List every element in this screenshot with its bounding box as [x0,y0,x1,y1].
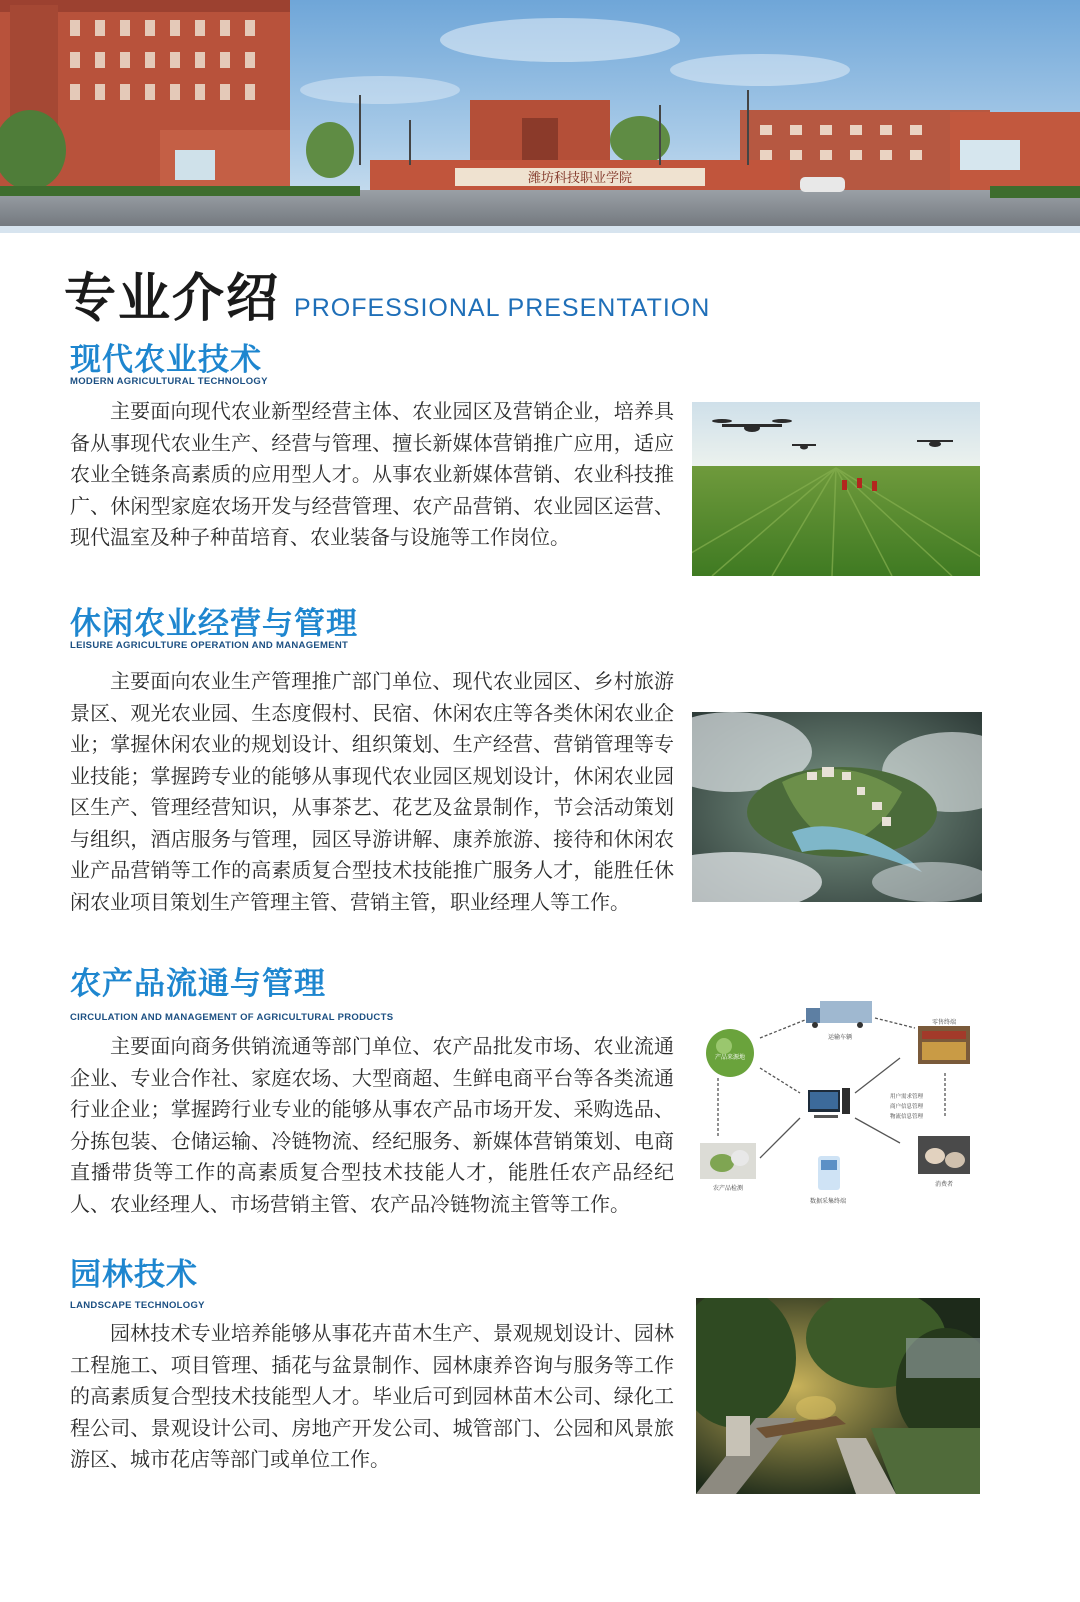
page-title-cn: 专业介绍 [64,269,281,329]
section-body-product-circulation: 主要面向商务供销流通等部门单位、农产品批发市场、农业流通企业、专业合作社、家庭农场、大型商超、生鲜电商平台等各类流通行业企业；掌握跨行业专业的能够从事农产品市场开发、采购选品、分拣包装、仓储运输、冷链物流、经纪服务、新媒体营销策划、电商直播带货等工作的高素质复合型技术技能人才，能胜任农产品经纪人、农业经理人、市场营销主管、农产品冷链物流主管等工作。 [70,1034,674,1216]
section-subtitle-landscape: LANDSCAPE TECHNOLOGY [70,1300,205,1311]
source-sphere-icon [706,1029,754,1077]
diagram-label-logistics: 物流信息管理 [890,1114,924,1120]
garden-night-photo [696,1298,980,1494]
section-subtitle-leisure-agriculture: LEISURE AGRICULTURE OPERATION AND MANAGEMENT [70,640,349,651]
diagram-label-consumer: 消费者 [934,1181,954,1188]
drone-farm-photo [692,402,980,576]
diagram-label-transport: 运输车辆 [827,1034,853,1041]
section-title-leisure-agriculture: 休闲农业经营与管理 [70,606,358,642]
campus-banner-photo [0,0,1080,233]
page-title [64,256,710,331]
resort-aerial-photo [692,712,982,902]
diagram-label-merchant: 商户信息管理 [890,1104,924,1110]
section-title-product-circulation: 农产品流通与管理 [70,966,326,1002]
terminal-icon [818,1156,840,1190]
section-subtitle-modern-agriculture: MODERN AGRICULTURAL TECHNOLOGY [70,376,268,387]
supply-chain-diagram [700,998,982,1230]
section-subtitle-product-circulation: CIRCULATION AND MANAGEMENT OF AGRICULTURAL PRODUCTS [70,1012,394,1023]
diagram-label-source: 产品来源地 [714,1054,746,1061]
section-body-landscape: 园林技术专业培养能够从事花卉苗木生产、景观规划设计、园林工程施工、项目管理、插花与盆景制作、园林康养咨询与服务等工作的高素质复合型技术技能型人才。毕业后可到园林苗木公司、绿化工程公司、景观设计公司、房地产开发公司、城管部门、公园和风景旅游区、城市花店等部门或单位工作。 [70,1321,674,1471]
section-title-landscape: 园林技术 [70,1257,198,1293]
diagram-label-retail: 零售终端 [931,1019,957,1026]
diagram-label-demand: 用户需求管理 [890,1094,924,1100]
section-title-modern-agriculture: 现代农业技术 [70,342,262,378]
page-title-en: PROFESSIONAL PRESENTATION [294,294,711,322]
section-body-modern-agriculture: 主要面向现代农业新型经营主体、农业园区及营销企业，培养具备从事现代农业生产、经营与管理、擅长新媒体营销推广应用，适应农业全链条高素质的应用型人才。从事农业新媒体营销、农业科技推广、休闲型家庭农场开发与经营管理、农产品营销、农业园区运营、现代温室及种子种苗培育、农业装备与设施等工作岗位。 [70,399,674,549]
inspection-photo-icon [700,1143,756,1179]
gate-sign-text: 潍坊科技职业学院 [527,171,633,186]
consumer-photo-icon [918,1136,970,1174]
diagram-label-inspection: 农产品检测 [712,1185,744,1192]
diagram-label-terminal: 数据采集终端 [809,1198,847,1205]
section-body-leisure-agriculture: 主要面向农业生产管理推广部门单位、现代农业园区、乡村旅游景区、观光农业园、生态度假村、民宿、休闲农庄等各类休闲农业企业；掌握休闲农业的规划设计、组织策划、生产经营、营销管理等专业技能；掌握跨专业的能够从事现代农业园区规划设计，休闲农业园区生产、管理经营知识，从事茶艺、花艺及盆景制作，节会活动策划与组织，酒店服务与管理，园区导游讲解、康养旅游、接待和休闲农业产品营销等工作的高素质复合型技术技能推广服务人才，能胜任休闲农业项目策划生产管理主管、营销主管，职业经理人等工作。 [70,669,674,914]
retail-photo-icon [918,1026,970,1064]
